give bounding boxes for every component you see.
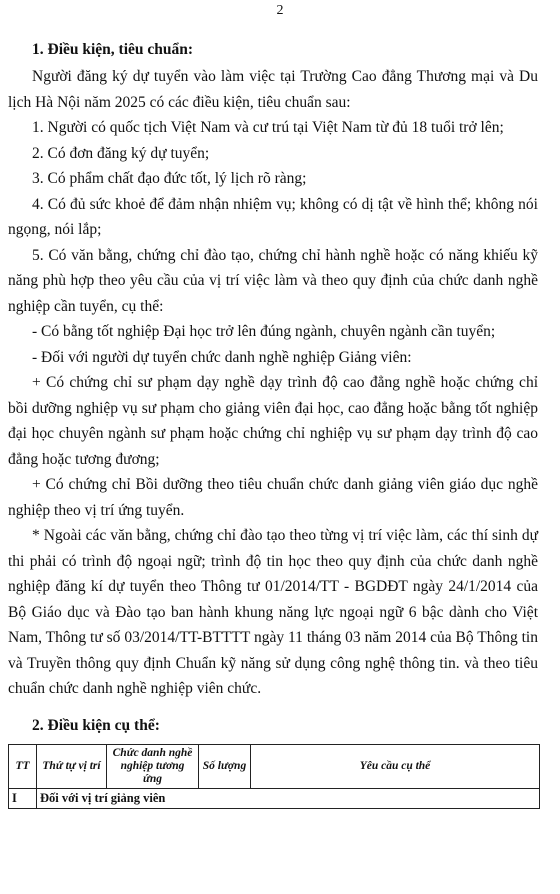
header-position-order: Thứ tự vị trí [37,744,107,788]
condition-item: + Có chứng chỉ Bồi dưỡng theo tiêu chuẩn chức danh giảng viên giáo dục nghề nghiệp theo vị trí ứng tuyển. [8,476,538,519]
condition-item: 5. Có văn bằng, chứng chỉ đào tạo, chứng chỉ hành nghề hoặc có năng khiếu kỹ năng phù hợp theo yêu cầu của vị trí việc làm và theo quy định của chức danh nghề nghiệp cần tuyển, cụ thể: [8,246,538,315]
condition-item: 1. Người có quốc tịch Việt Nam và cư trú tại Việt Nam từ đủ 18 tuổi trở lên; [32,119,504,136]
condition-item: 2. Có đơn đăng ký dự tuyển; [32,144,210,162]
table-header-row [9,744,540,788]
group-tt: I [9,788,37,808]
page-number: 2 [276,3,284,18]
header-job-title: Chức danh nghề nghiệp tương ứng [107,744,199,788]
header-requirements: Yêu cầu cụ thể [251,744,540,788]
header-quantity: Số lượng [199,744,251,788]
section-2-title: 2. Điều kiện cụ thể: [32,716,160,734]
condition-item: - Có bằng tốt nghiệp Đại học trở lên đúng ngành, chuyên ngành cần tuyển; [32,323,496,340]
document-body [8,26,538,809]
condition-note: * Ngoài các văn bằng, chứng chỉ đào tạo theo từng vị trí việc làm, các thí sinh dự thi phải có trình độ ngoại ngữ; trình độ tin học theo quy định của chức danh nghề nghiệp đăng kí dự tuyển theo Thông tư 01/2014/TT - BGDĐT ngày 24/1/2014 của Bộ Giáo dục và Đào tạo ban hành khung năng lực ngoại ngữ 6 bậc dành cho Việt Nam, Thông tư số 03/2014/TT-BTTTT ngày 11 tháng 03 năm 2014 của Bộ Thông tin và Truyền thông quy định Chuẩn kỹ năng sử dụng công nghệ thông tin. và theo tiêu chuẩn chức danh nghề nghiệp viên chức. [8,527,538,697]
group-label: Đối với vị trí giảng viên [37,788,540,808]
requirements-table [8,744,540,809]
table-row [9,788,540,808]
condition-item: + Có chứng chỉ sư phạm dạy nghề dạy trình độ cao đẳng nghề hoặc chứng chỉ bồi dưỡng nghiệp vụ sư phạm cho giảng viên đại học, cao đẳng hoặc bằng tốt nghiệp đại học chuyên ngành sư phạm hoặc chứng chỉ nghiệp vụ sư phạm dạy trình độ cao đẳng hoặc tương đương; [8,374,538,468]
condition-item: - Đối với người dự tuyển chức danh nghề nghiệp Giảng viên: [32,348,412,366]
conditions-list [8,115,538,702]
section-1-intro: Người đăng ký dự tuyển vào làm việc tại Trường Cao đẳng Thương mại và Du lịch Hà Nội năm 2025 có các điều kiện, tiêu chuẩn sau: [8,68,538,111]
section-1-title: 1. Điều kiện, tiêu chuẩn: [32,41,194,58]
condition-item: 4. Có đủ sức khoẻ để đảm nhận nhiệm vụ; không có dị tật về hình thể; không nói ngọng, nói lắp; [8,195,538,238]
condition-item: 3. Có phẩm chất đạo đức tốt, lý lịch rõ ràng; [32,170,307,187]
header-tt: TT [9,744,37,788]
